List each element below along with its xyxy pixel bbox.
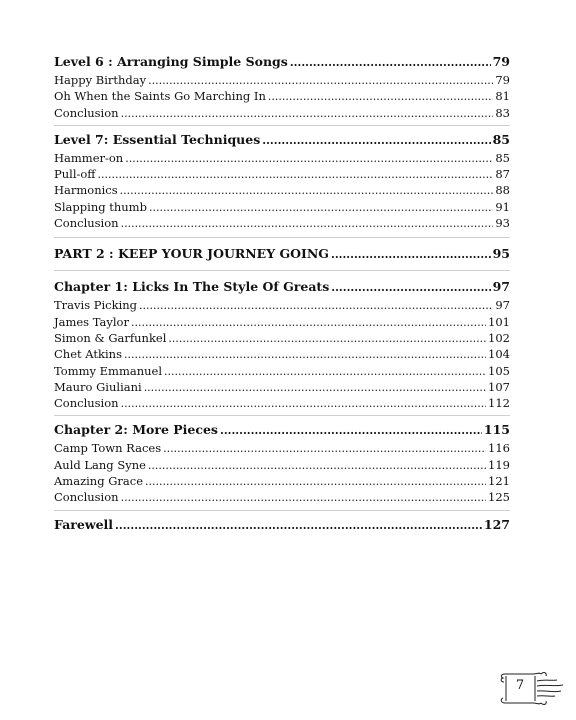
toc-heading-chapter2[interactable] (54, 420, 510, 440)
toc-heading-part2[interactable] (54, 244, 510, 264)
toc-page-number: 87 (495, 167, 510, 182)
toc-page-number: 85 (495, 150, 510, 165)
toc-item-title: Hammer-on (54, 150, 124, 165)
toc-heading-title: Chapter 1: Licks In The Style Of Greats (54, 279, 330, 295)
toc-item[interactable] (54, 346, 510, 362)
toc-page-number: 81 (495, 89, 510, 104)
toc-page-number: 105 (488, 363, 510, 378)
toc-item[interactable] (54, 105, 510, 121)
toc-item[interactable] (54, 314, 510, 330)
dot-leader (121, 216, 494, 232)
toc-heading-title: Farewell (54, 516, 114, 532)
toc-page-number: 116 (488, 441, 510, 456)
toc-item[interactable] (54, 88, 510, 104)
dot-leader (125, 151, 493, 167)
toc-heading-chapter1[interactable] (54, 277, 510, 297)
toc-heading-level6[interactable] (54, 52, 510, 72)
page-number: 7 (515, 678, 525, 693)
toc-item[interactable] (54, 473, 510, 489)
toc-page-number: 88 (495, 183, 510, 198)
section-divider (54, 510, 510, 511)
toc-item[interactable] (54, 297, 510, 313)
toc-item[interactable] (54, 457, 510, 473)
toc-item[interactable] (54, 330, 510, 346)
dot-leader (124, 347, 486, 363)
dot-leader (121, 490, 486, 506)
dot-leader (168, 331, 486, 347)
toc-heading-title: Chapter 2: More Pieces (54, 422, 218, 438)
toc-page-number: 79 (495, 73, 510, 87)
dot-leader (262, 131, 490, 151)
toc-page-number: 97 (492, 279, 510, 295)
toc-item[interactable] (54, 166, 510, 182)
toc-page-number: 95 (492, 246, 510, 262)
toc-page-number: 97 (495, 298, 510, 313)
toc-page-number: 119 (488, 457, 510, 472)
toc-page-number: 121 (488, 474, 510, 489)
toc-page-number: 112 (488, 396, 510, 411)
dot-leader (164, 364, 486, 380)
toc-page-number: 102 (488, 330, 510, 345)
toc-item-title: Simon & Garfunkel (54, 330, 167, 345)
dot-leader (121, 396, 486, 412)
section-divider (54, 270, 510, 271)
toc-item-title: Slapping thumb (54, 199, 147, 214)
toc-item-title: Pull-off (54, 167, 96, 182)
toc-page-number: 127 (483, 516, 510, 532)
toc-item-title: Chet Atkins (54, 347, 122, 362)
toc-item-title: Conclusion (54, 216, 119, 231)
toc-item-title: Conclusion (54, 396, 119, 411)
dot-leader (331, 278, 490, 298)
toc-page-number: 125 (488, 490, 510, 505)
toc-heading-title: PART 2 : KEEP YOUR JOURNEY GOING (54, 246, 329, 262)
toc-item-title: Happy Birthday (54, 73, 147, 87)
toc-item[interactable] (54, 395, 510, 411)
toc-page-number: 91 (495, 199, 510, 214)
dot-leader (115, 516, 482, 536)
dot-leader (97, 167, 493, 183)
dot-leader (220, 421, 482, 441)
dot-leader (120, 183, 494, 199)
toc-page-number: 79 (492, 54, 510, 69)
toc-item-title: Camp Town Races (54, 441, 162, 456)
toc-item-title: Conclusion (54, 490, 119, 505)
toc-item[interactable] (54, 363, 510, 379)
dot-leader (139, 298, 493, 314)
toc-item-title: Tommy Emmanuel (54, 363, 163, 378)
toc-item-title: Amazing Grace (54, 474, 144, 489)
toc-item-title: Conclusion (54, 105, 119, 120)
toc-item[interactable] (54, 72, 510, 88)
section-divider (54, 125, 510, 126)
toc-item-title: Travis Picking (54, 298, 138, 313)
toc-item[interactable] (54, 379, 510, 395)
dot-leader (331, 245, 491, 265)
dot-leader (131, 315, 486, 331)
toc-item-title: Mauro Giuliani (54, 379, 142, 394)
section-divider (54, 237, 510, 238)
toc-page-number: 107 (488, 379, 510, 394)
toc-page-number: 104 (488, 347, 510, 362)
toc-heading-title: Level 6 : Arranging Simple Songs (54, 54, 288, 69)
dot-leader (149, 200, 493, 216)
dot-leader (163, 441, 486, 457)
toc-item[interactable] (54, 215, 510, 231)
toc-heading-farewell[interactable] (54, 515, 510, 535)
toc-heading-title: Level 7: Essential Techniques (54, 131, 261, 147)
toc-page-number: 93 (495, 216, 510, 231)
dot-leader (148, 73, 493, 89)
toc-item-title: James Taylor (54, 314, 129, 329)
table-of-contents (54, 52, 510, 535)
toc-page-number: 101 (488, 314, 510, 329)
toc-item[interactable] (54, 199, 510, 215)
toc-item[interactable] (54, 150, 510, 166)
toc-page-number: 115 (483, 422, 510, 438)
toc-item[interactable] (54, 440, 510, 456)
dot-leader (148, 458, 486, 474)
dot-leader (121, 106, 494, 122)
dot-leader (268, 89, 493, 105)
dot-leader (290, 53, 491, 73)
toc-item-title: Auld Lang Syne (54, 457, 146, 472)
toc-item-title: Harmonics (54, 183, 118, 198)
dot-leader (144, 380, 486, 396)
toc-page-number: 83 (495, 105, 510, 120)
dot-leader (145, 474, 486, 490)
toc-page-number: 85 (492, 131, 510, 147)
section-divider (54, 415, 510, 416)
toc-item-title: Oh When the Saints Go Marching In (54, 89, 266, 104)
toc-item[interactable] (54, 489, 510, 505)
toc-item[interactable] (54, 182, 510, 198)
toc-heading-level7[interactable] (54, 130, 510, 150)
page-number-ornament (503, 672, 537, 702)
